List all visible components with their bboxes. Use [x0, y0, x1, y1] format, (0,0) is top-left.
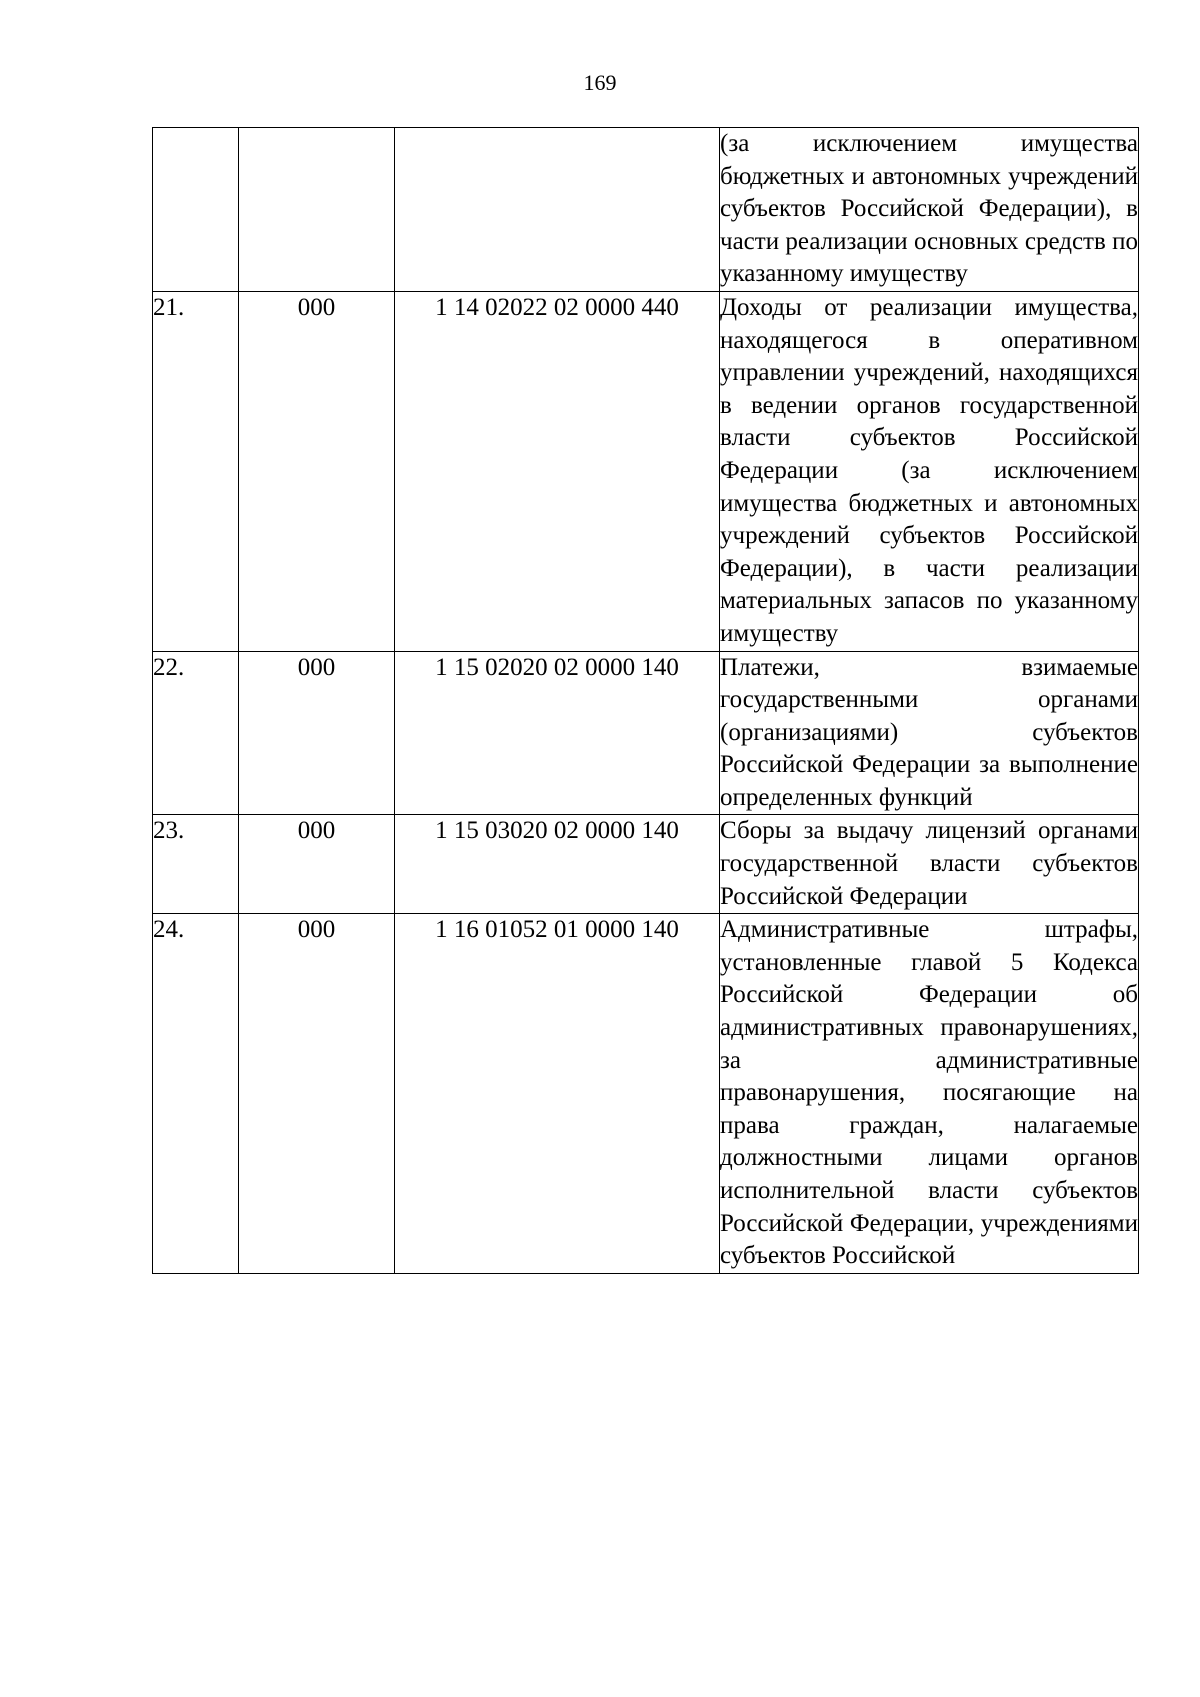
revenue-description: Доходы от реализации имущества, находящегося в оперативном управлении учреждений, находящихся в ведении органов государственной власти субъектов Российской Федерации (за исключением имущества бюджетных и автономных учреждений субъектов Российской Федерации), в части реализации материальных запасов по указанному имуществу [720, 291, 1139, 651]
row-number: 22. [153, 651, 239, 815]
revenue-description: (за исключением имущества бюджетных и автономных учреждений субъектов Российской Федерации), в части реализации основных средств по указанному имуществу [720, 128, 1139, 292]
revenue-description: Сборы за выдачу лицензий органами государственной власти субъектов Российской Федерации [720, 815, 1139, 914]
revenue-description: Платежи, взимаемые государственными органами (организациями) субъектов Российской Федерации за выполнение определенных функций [720, 651, 1139, 815]
page-number: 169 [583, 70, 617, 95]
administrator-code: 000 [239, 815, 395, 914]
revenue-code: 1 14 02022 02 0000 440 [395, 291, 720, 651]
administrator-code: 000 [239, 914, 395, 1274]
table-row [153, 128, 1139, 292]
revenue-code: 1 16 01052 01 0000 140 [395, 914, 720, 1274]
table-row [153, 914, 1139, 1274]
row-number: 21. [153, 291, 239, 651]
revenue-code [395, 128, 720, 292]
revenue-description: Административные штрафы, установленные главой 5 Кодекса Российской Федерации об административных правонарушениях, за административные правонарушения, посягающие на права граждан, налагаемые должностными лицами органов исполнительной власти субъектов Российской Федерации, учреждениями субъектов Российской [720, 914, 1139, 1274]
table-row [153, 291, 1139, 651]
row-number: 24. [153, 914, 239, 1274]
table-row [153, 651, 1139, 815]
administrator-code [239, 128, 395, 292]
row-number: 23. [153, 815, 239, 914]
administrator-code: 000 [239, 291, 395, 651]
table-row [153, 815, 1139, 914]
revenue-code: 1 15 03020 02 0000 140 [395, 815, 720, 914]
revenue-code: 1 15 02020 02 0000 140 [395, 651, 720, 815]
row-number [153, 128, 239, 292]
administrator-code: 000 [239, 651, 395, 815]
revenue-codes-table [152, 127, 1139, 1274]
